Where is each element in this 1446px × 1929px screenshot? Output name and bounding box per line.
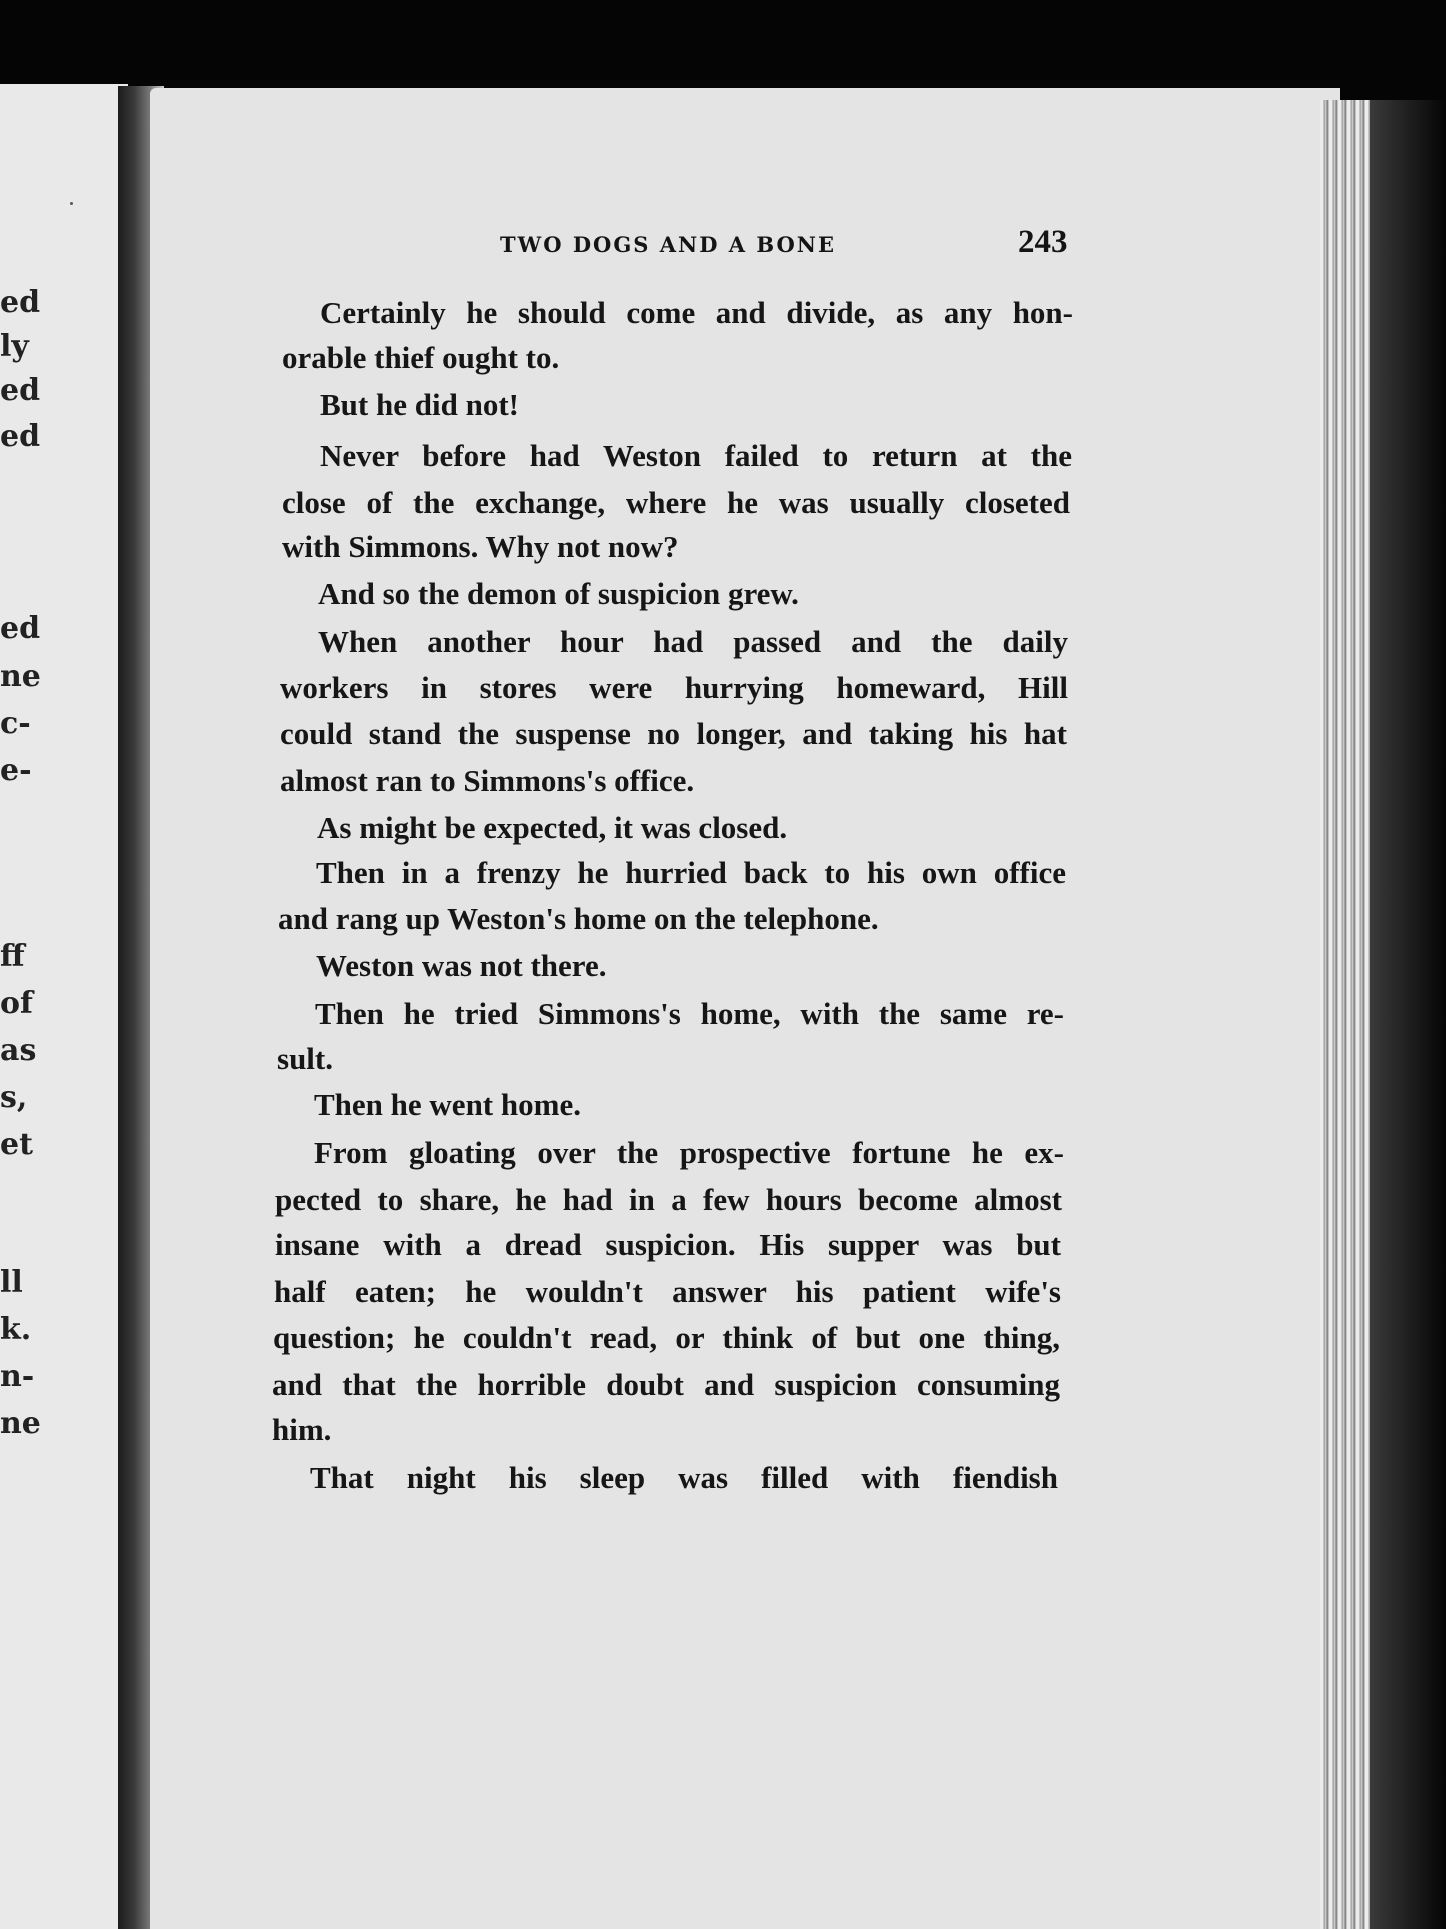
text-line: pected to share, he had in a few hours become almost (275, 1182, 1062, 1217)
left-page-fragment: n- (0, 1359, 35, 1394)
text-line: Then in a frenzy he hurried back to his own office (316, 855, 1066, 890)
text-line: As might be expected, it was closed. (317, 810, 788, 845)
left-page (0, 84, 128, 1929)
text-line: Weston was not there. (316, 948, 607, 983)
left-page-fragment: of (0, 986, 33, 1021)
text-line: orable thief ought to. (282, 340, 560, 375)
left-page-fragment: ed (0, 373, 41, 408)
text-line: That night his sleep was filled with fiendish (310, 1460, 1058, 1495)
text-line: question; he couldn't read, or think of but one thing, (273, 1320, 1060, 1355)
left-page-fragment: as (0, 1033, 37, 1068)
text-line: When another hour had passed and the daily (318, 624, 1068, 659)
ink-speck (70, 202, 73, 205)
text-line: insane with a dread suspicion. His supper was but (275, 1227, 1061, 1262)
running-head: TWO DOGS AND A BONE (500, 232, 836, 257)
left-page-fragment: ly (0, 329, 29, 364)
text-line: half eaten; he wouldn't answer his patient wife's (274, 1274, 1061, 1309)
left-page-fragment: c- (0, 706, 31, 741)
text-line: Certainly he should come and divide, as any hon- (320, 295, 1073, 330)
left-page-fragment: s, (0, 1080, 28, 1115)
text-line: close of the exchange, where he was usually closeted (282, 485, 1070, 520)
text-line: sult. (277, 1041, 333, 1076)
left-page-fragment: ed (0, 285, 41, 320)
edge-shadow (1370, 100, 1446, 1929)
text-line: almost ran to Simmons's office. (280, 763, 695, 798)
text-line: workers in stores were hurrying homeward, Hill (280, 670, 1068, 705)
left-page-fragment: ed (0, 419, 41, 454)
left-page-fragment: ed (0, 611, 41, 646)
text-line: And so the demon of suspicion grew. (318, 576, 799, 611)
text-line: From gloating over the prospective fortune he ex- (314, 1135, 1064, 1170)
text-line: could stand the suspense no longer, and taking his hat (280, 716, 1067, 751)
text-line: But he did not! (320, 387, 519, 422)
left-page-fragment: ll (0, 1265, 23, 1300)
text-line: with Simmons. Why not now? (282, 529, 679, 564)
text-line: Never before had Weston failed to return at the (320, 438, 1072, 473)
text-line: him. (272, 1412, 332, 1447)
text-line: and that the horrible doubt and suspicion consuming (272, 1367, 1060, 1402)
page-number: 243 (1018, 224, 1068, 260)
left-page-fragment: et (0, 1127, 33, 1162)
left-page-fragment: ne (0, 659, 41, 694)
text-line: Then he went home. (314, 1087, 581, 1122)
left-page-fragment: e- (0, 753, 32, 788)
left-page-fragment: ne (0, 1406, 41, 1441)
text-line: Then he tried Simmons's home, with the same re- (315, 996, 1064, 1031)
left-page-fragment: ff (0, 939, 25, 974)
text-line: and rang up Weston's home on the telephone. (278, 901, 879, 936)
left-page-fragment: k. (0, 1312, 32, 1347)
